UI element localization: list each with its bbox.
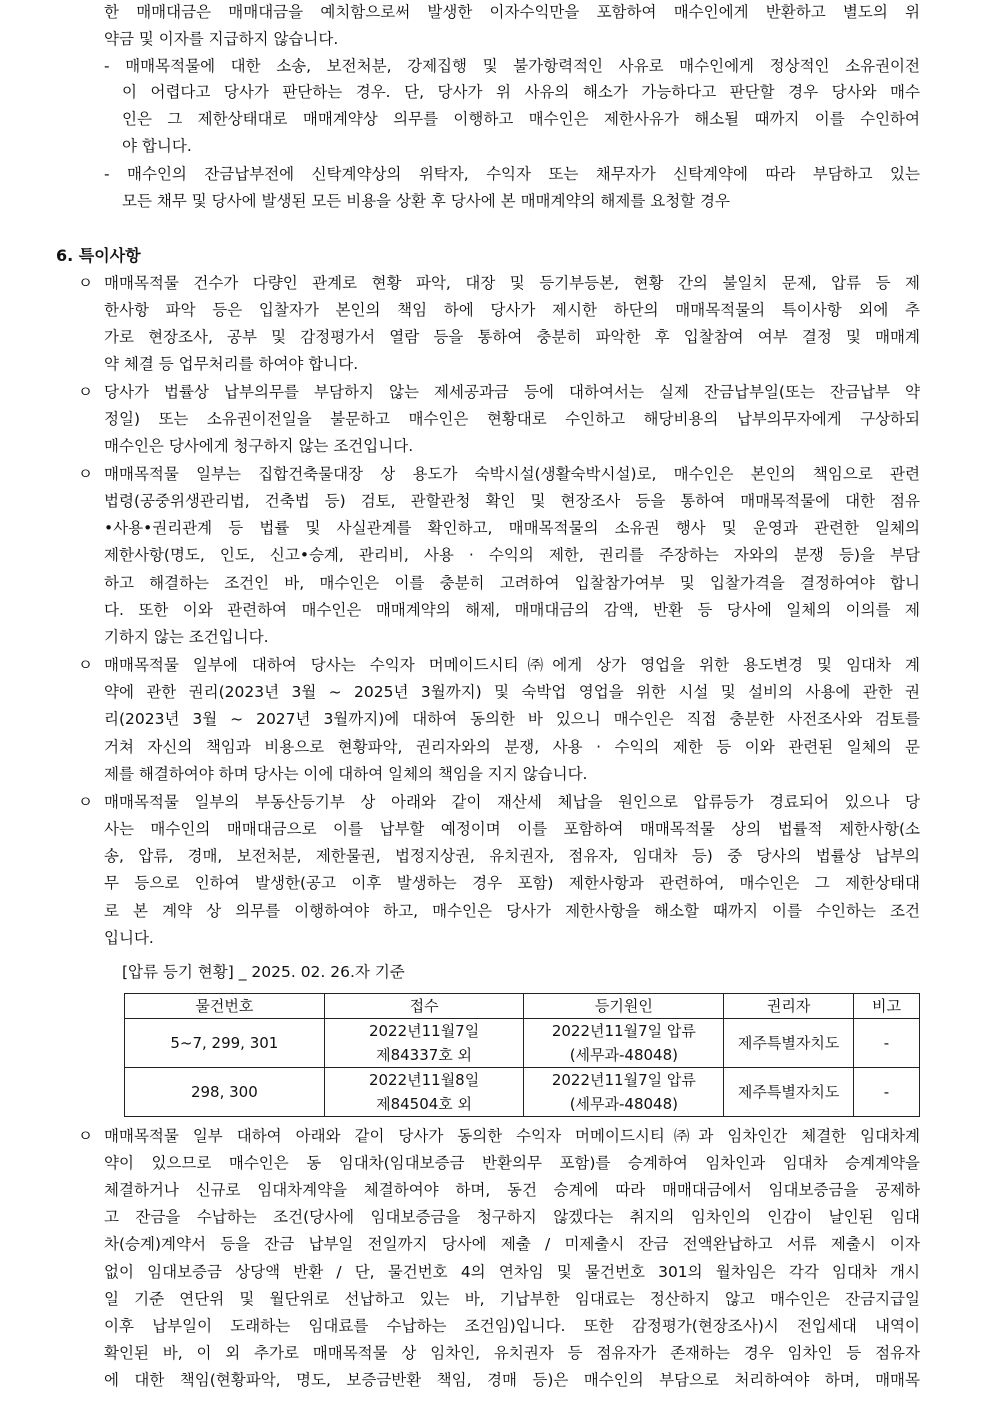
bullet-line: 제한사항(명도, 인도, 신고•승계, 관리비, 사용 · 수익의 제한, 권리를 주장하는 자와의 분쟁 등)을 부담 [104, 546, 920, 564]
holder-cell: 제주특별자치도 [724, 1019, 854, 1068]
bullet-line: 약 체결 등 업무처리를 하여야 합니다. [104, 355, 359, 373]
bullet-marker: ㅇ [78, 656, 93, 674]
table-header: 비고 [854, 994, 920, 1019]
bullet-line: 기하지 않는 조건입니다. [104, 628, 269, 646]
receipt-number: 제84337호 외 [376, 1046, 473, 1064]
bullet-marker: ㅇ [78, 274, 93, 292]
intro-line: - 매매목적물에 대한 소송, 보전처분, 강제집행 및 불가항력적인 사유로 매수인에게 정상적인 소유권이전 [104, 57, 920, 75]
table-header-row [125, 994, 920, 1019]
bullet-line: 매매목적물 건수가 다량인 관계로 현황 파악, 대장 및 등기부등본, 현황 간의 불일치 문제, 압류 등 제 [104, 274, 920, 292]
note-cell: - [854, 1019, 920, 1068]
receipt-cell [324, 1068, 524, 1117]
bullet-line: 사는 매수인의 매매대금으로 이를 납부할 예정이며 이를 포함하여 매매목적물 상의 법률적 제한사항(소 [104, 820, 920, 838]
bullet-line: •사용•권리관계 등 법률 및 사실관계를 확인하고, 매매목적물의 소유권 행사 및 운영과 관련한 일체의 [104, 519, 920, 537]
bullet-line: 체결하거나 신규로 임대차계약을 체결하여야 하며, 동건 승계에 따라 매매대금에서 임대보증금을 공제하 [104, 1181, 920, 1199]
holder-cell: 제주특별자치도 [724, 1068, 854, 1117]
bullet-line: 당사가 법률상 납부의무를 부담하지 않는 제세공과금 등에 대하여서는 실제 잔금납부일(또는 잔금납부 약 [104, 383, 920, 401]
table-row [125, 1019, 920, 1068]
bullet-line: 하고 해결하는 조건인 바, 매수인은 이를 충분히 고려하여 입찰참가여부 및 입찰가격을 결정하여야 합니 [104, 574, 920, 592]
item-number-cell: 298, 300 [125, 1068, 325, 1117]
bullet-line: 매매목적물 일부의 부동산등기부 상 아래와 같이 재산세 체납을 원인으로 압류등가 경료되어 있으나 당 [104, 793, 920, 811]
bullet-line: 에 대한 책임(현황파악, 명도, 보증금반환 책임, 경매 등)은 매수인의 부담으로 처리하여야 하며, 매매목 [104, 1371, 920, 1389]
intro-line: 모든 채무 및 당사에 발생된 모든 비용을 상환 후 당사에 본 매매계약의 해제를 요청할 경우 [122, 192, 731, 210]
bullet-line: 고 잔금을 수납하는 조건(당사에 임대보증금을 청구하지 않겠다는 취지의 임차인의 인감이 날인된 임대 [104, 1208, 920, 1226]
bullet-line: 매수인은 당사에게 청구하지 않는 조건입니다. [104, 437, 414, 455]
seizure-table [124, 993, 920, 1117]
receipt-date: 2022년11월8일 [368, 1071, 480, 1089]
bullet-line: 약이 있으므로 매수인은 동 임대차(임대보증금 반환의무 포함)를 승계하여 임차인과 임대차 승계계약을 [104, 1154, 920, 1172]
table-row [125, 1068, 920, 1117]
note-cell: - [854, 1068, 920, 1117]
bullet-line: 매매목적물 일부는 집합건축물대장 상 용도가 숙박시설(생활숙박시설)로, 매수인은 본인의 책임으로 관련 [104, 465, 920, 483]
intro-line: - 매수인의 잔금납부전에 신탁계약상의 위탁자, 수익자 또는 채무자가 신탁계약에 따라 부담하고 있는 [104, 165, 920, 183]
bullet-line: 제를 해결하여야 하며 당사는 이에 대하여 일체의 책임을 지지 않습니다. [104, 765, 588, 783]
bullet-line: 입니다. [104, 929, 154, 947]
bullet-line: 일 기준 연단위 및 월단위로 선납하고 있는 바, 기납부한 임대료는 정산하지 않고 매수인은 잔금지급일 [104, 1290, 920, 1308]
cause-reference: (세무과-48048) [569, 1095, 678, 1113]
bullet-line: 무 등으로 인하여 발생한(공고 이후 발생하는 경우 포함) 제한사항과 관련하여, 매수인은 그 제한상태대 [104, 874, 920, 892]
bullet-line: 이후 납부일이 도래하는 임대료를 수납하는 조건임)입니다. 또한 감정평가(현장조사)시 전입세대 내역이 [104, 1317, 920, 1335]
bullet-line: 매매목적물 일부 대하여 아래와 같이 당사가 동의한 수익자 머메이드시티㈜과 임차인간 체결한 임대차계 [104, 1127, 920, 1145]
bullet-line: 매매목적물 일부에 대하여 당사는 수익자 머메이드시티㈜에게 상가 영업을 위한 용도변경 및 임대차 계 [104, 656, 920, 674]
bullet-line: 다. 또한 이와 관련하여 매수인은 매매계약의 해제, 매매대금의 감액, 반환 등 당사에 일체의 이의를 제 [104, 601, 920, 619]
bullet-line: 리(2023년 3월 ~ 2027년 3월까지)에 대하여 동의한 바 있으니 매수인은 직접 충분한 사전조사와 검토를 [104, 710, 920, 728]
table-caption: [압류 등기 현황] _ 2025. 02. 26.자 기준 [122, 963, 405, 981]
bullet-marker: ㅇ [78, 383, 93, 401]
cause-cell [524, 1019, 724, 1068]
intro-line: 이 어렵다고 당사가 판단하는 경우. 단, 당사가 위 사유의 해소가 가능하다고 판단할 경우 당사와 매수 [122, 83, 920, 101]
intro-line: 약금 및 이자를 지급하지 않습니다. [104, 30, 339, 48]
cause-date: 2022년11월7일 압류 [551, 1022, 696, 1040]
bullet-line: 정일) 또는 소유권이전일을 불문하고 매수인은 현황대로 수인하고 해당비용의 납부의무자에게 구상하되 [104, 410, 920, 428]
receipt-number: 제84504호 외 [376, 1095, 473, 1113]
receipt-cell [324, 1019, 524, 1068]
intro-line: 인은 그 제한상태대로 매매계약상 의무를 이행하고 매수인은 제한사유가 해소될 때까지 이를 수인하여 [122, 110, 920, 128]
intro-line: 한 매매대금은 매매대금을 예치함으로써 발생한 이자수익만을 포함하여 매수인에게 반환하고 별도의 위 [104, 3, 920, 21]
bullet-marker: ㅇ [78, 1127, 93, 1145]
bullet-line: 법령(공중위생관리법, 건축법 등) 검토, 관할관청 확인 및 현장조사 등을 통하여 매매목적물에 대한 점유 [104, 492, 920, 510]
bullet-line: 약에 관한 권리(2023년 3월 ~ 2025년 3월까지) 및 숙박업 영업을 위한 시설 및 설비의 사용에 관한 권 [104, 683, 920, 701]
bullet-line: 차(승계)계약서 등을 잔금 납부일 전일까지 당사에 제출 / 미제출시 잔금 전액완납하고 서류 제출시 이자 [104, 1235, 920, 1253]
table-header: 접수 [324, 994, 524, 1019]
section-heading: 6. 특이사항 [56, 246, 141, 265]
bullet-line: 한사항 파악 등은 입찰자가 본인의 책임 하에 당사가 제시한 하단의 매매목적물의 특이사항 외에 추 [104, 301, 920, 319]
intro-line: 야 합니다. [122, 137, 192, 155]
bullet-line: 송, 압류, 경매, 보전처분, 제한물권, 법정지상권, 유치권자, 점유자, 임대차 등) 중 당사의 법률상 납부의 [104, 847, 920, 865]
cause-cell [524, 1068, 724, 1117]
receipt-date: 2022년11월7일 [368, 1022, 480, 1040]
table-header: 물건번호 [125, 994, 325, 1019]
cause-date: 2022년11월7일 압류 [551, 1071, 696, 1089]
table-header: 등기원인 [524, 994, 724, 1019]
bullet-line: 확인된 바, 이 외 추가로 매매목적물 상 임차인, 유치권자 등 점유자가 존재하는 경우 임차인 등 점유자 [104, 1344, 920, 1362]
bullet-line: 로 본 계약 상 의무를 이행하여야 하고, 매수인은 당사가 제한사항을 해소할 때까지 이를 수인하는 조건 [104, 902, 920, 920]
table-header: 권리자 [724, 994, 854, 1019]
bullet-marker: ㅇ [78, 793, 93, 811]
item-number-cell: 5~7, 299, 301 [125, 1019, 325, 1068]
bullet-line: 거쳐 자신의 책임과 비용으로 현황파악, 권리자와의 분쟁, 사용 · 수익의 제한 등 이와 관련된 일체의 문 [104, 738, 920, 756]
cause-reference: (세무과-48048) [569, 1046, 678, 1064]
bullet-line: 없이 임대보증금 상당액 반환 / 단, 물건번호 4의 연차임 및 물건번호 301의 월차임은 각각 임대차 개시 [104, 1263, 920, 1281]
bullet-marker: ㅇ [78, 465, 93, 483]
bullet-line: 가로 현장조사, 공부 및 감정평가서 열람 등을 통하여 충분히 파악한 후 입찰참여 여부 결정 및 매매계 [104, 328, 920, 346]
